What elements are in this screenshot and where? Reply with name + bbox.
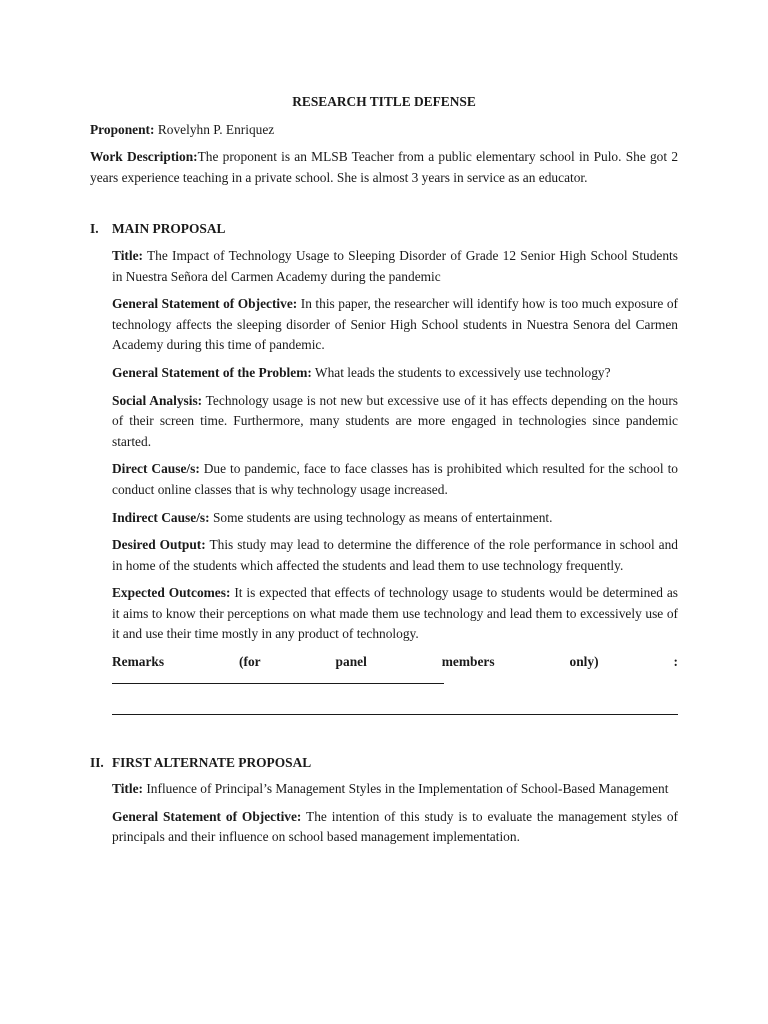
remarks-word: : [673, 654, 678, 670]
alternate-title-field [112, 779, 678, 800]
field-label: Desired Output: [112, 537, 206, 553]
field-value: It is expected that effects of technology usage to students would be determined as it aims to know their perceptions on what made them use technology and lead them to excessively use of it and use their time mostly in any product of technology. [112, 585, 679, 642]
section-title: FIRST ALTERNATE PROPOSAL [112, 754, 312, 770]
field-label: General Statement of Objective: [112, 296, 298, 312]
field-label: Title: [112, 247, 143, 263]
section-number: II. [90, 754, 104, 770]
main-direct-cause-field [112, 459, 678, 500]
main-objective-field [112, 294, 678, 356]
section-number: I. [90, 221, 99, 237]
main-problem-field [112, 363, 678, 384]
work-description [90, 147, 678, 188]
remarks-word: only) [569, 654, 599, 670]
field-value: This study may lead to determine the difference of the role performance in school and in home of the students which affected the students and lead them to use technology frequently. [112, 537, 678, 573]
main-title-field [112, 246, 678, 287]
section-title: MAIN PROPOSAL [112, 221, 226, 237]
remarks-word: members [441, 654, 495, 670]
remarks-word: panel [335, 654, 367, 670]
field-value: Some students are using technology as means of entertainment. [209, 509, 553, 525]
field-value: Due to pandemic, face to face classes has is prohibited which resulted for the school to conduct online classes that is why technology usage increased. [112, 461, 678, 497]
proponent-line [90, 120, 678, 141]
field-label: Direct Cause/s: [112, 461, 200, 477]
section-alternate-heading [90, 753, 678, 774]
main-indirect-cause-field [112, 508, 678, 529]
remarks-word: Remarks [112, 654, 165, 670]
remarks-blank-line [112, 673, 444, 684]
work-description-label: Work Description: [90, 149, 198, 165]
proponent-label: Proponent: [90, 121, 155, 137]
field-label: Indirect Cause/s: [112, 509, 210, 525]
alternate-objective-field [112, 807, 678, 848]
main-social-field [112, 391, 678, 453]
remarks-word: (for [239, 654, 261, 670]
section-alternate-body [112, 779, 678, 848]
field-label: Social Analysis: [112, 392, 203, 408]
field-value: In this paper, the researcher will identify how is too much exposure of technology affects the sleeping disorder of Senior High School students in Nuestra Senora del Carmen Academy during this time of pandemic. [112, 296, 678, 353]
proponent-value: Rovelyhn P. Enriquez [154, 121, 275, 137]
section-main-heading [90, 219, 678, 240]
field-label: Title: [112, 781, 143, 797]
main-output-field [112, 535, 678, 576]
field-value: What leads the students to excessively use technology? [311, 364, 611, 380]
field-value: The Impact of Technology Usage to Sleeping Disorder of Grade 12 Senior High School Students in Nuestra Señora del Carmen Academy during the pandemic [112, 247, 678, 284]
field-label: General Statement of the Problem: [112, 364, 312, 380]
remarks-label-row [112, 652, 678, 673]
field-value: Technology usage is not new but excessive use of it has effects depending on the hours of their screen time. Furthermore, many students are more engaged in technologies since pandemic started. [112, 392, 678, 449]
section-main-body [112, 246, 678, 715]
document-title: RESEARCH TITLE DEFENSE [292, 94, 476, 109]
work-description-value: The proponent is an MLSB Teacher from a public elementary school in Pulo. She got 2 years experience teaching in a private school. She is almost 3 years in service as an educator. [90, 149, 679, 185]
field-value: Influence of Principal’s Management Styles in the Implementation of School-Based Management [143, 781, 669, 797]
main-outcomes-field [112, 583, 678, 645]
field-label: General Statement of Objective: [112, 808, 302, 824]
field-value: The intention of this study is to evaluate the management styles of principals and their influence on school based management implementation. [112, 808, 678, 845]
field-label: Expected Outcomes: [112, 585, 231, 601]
